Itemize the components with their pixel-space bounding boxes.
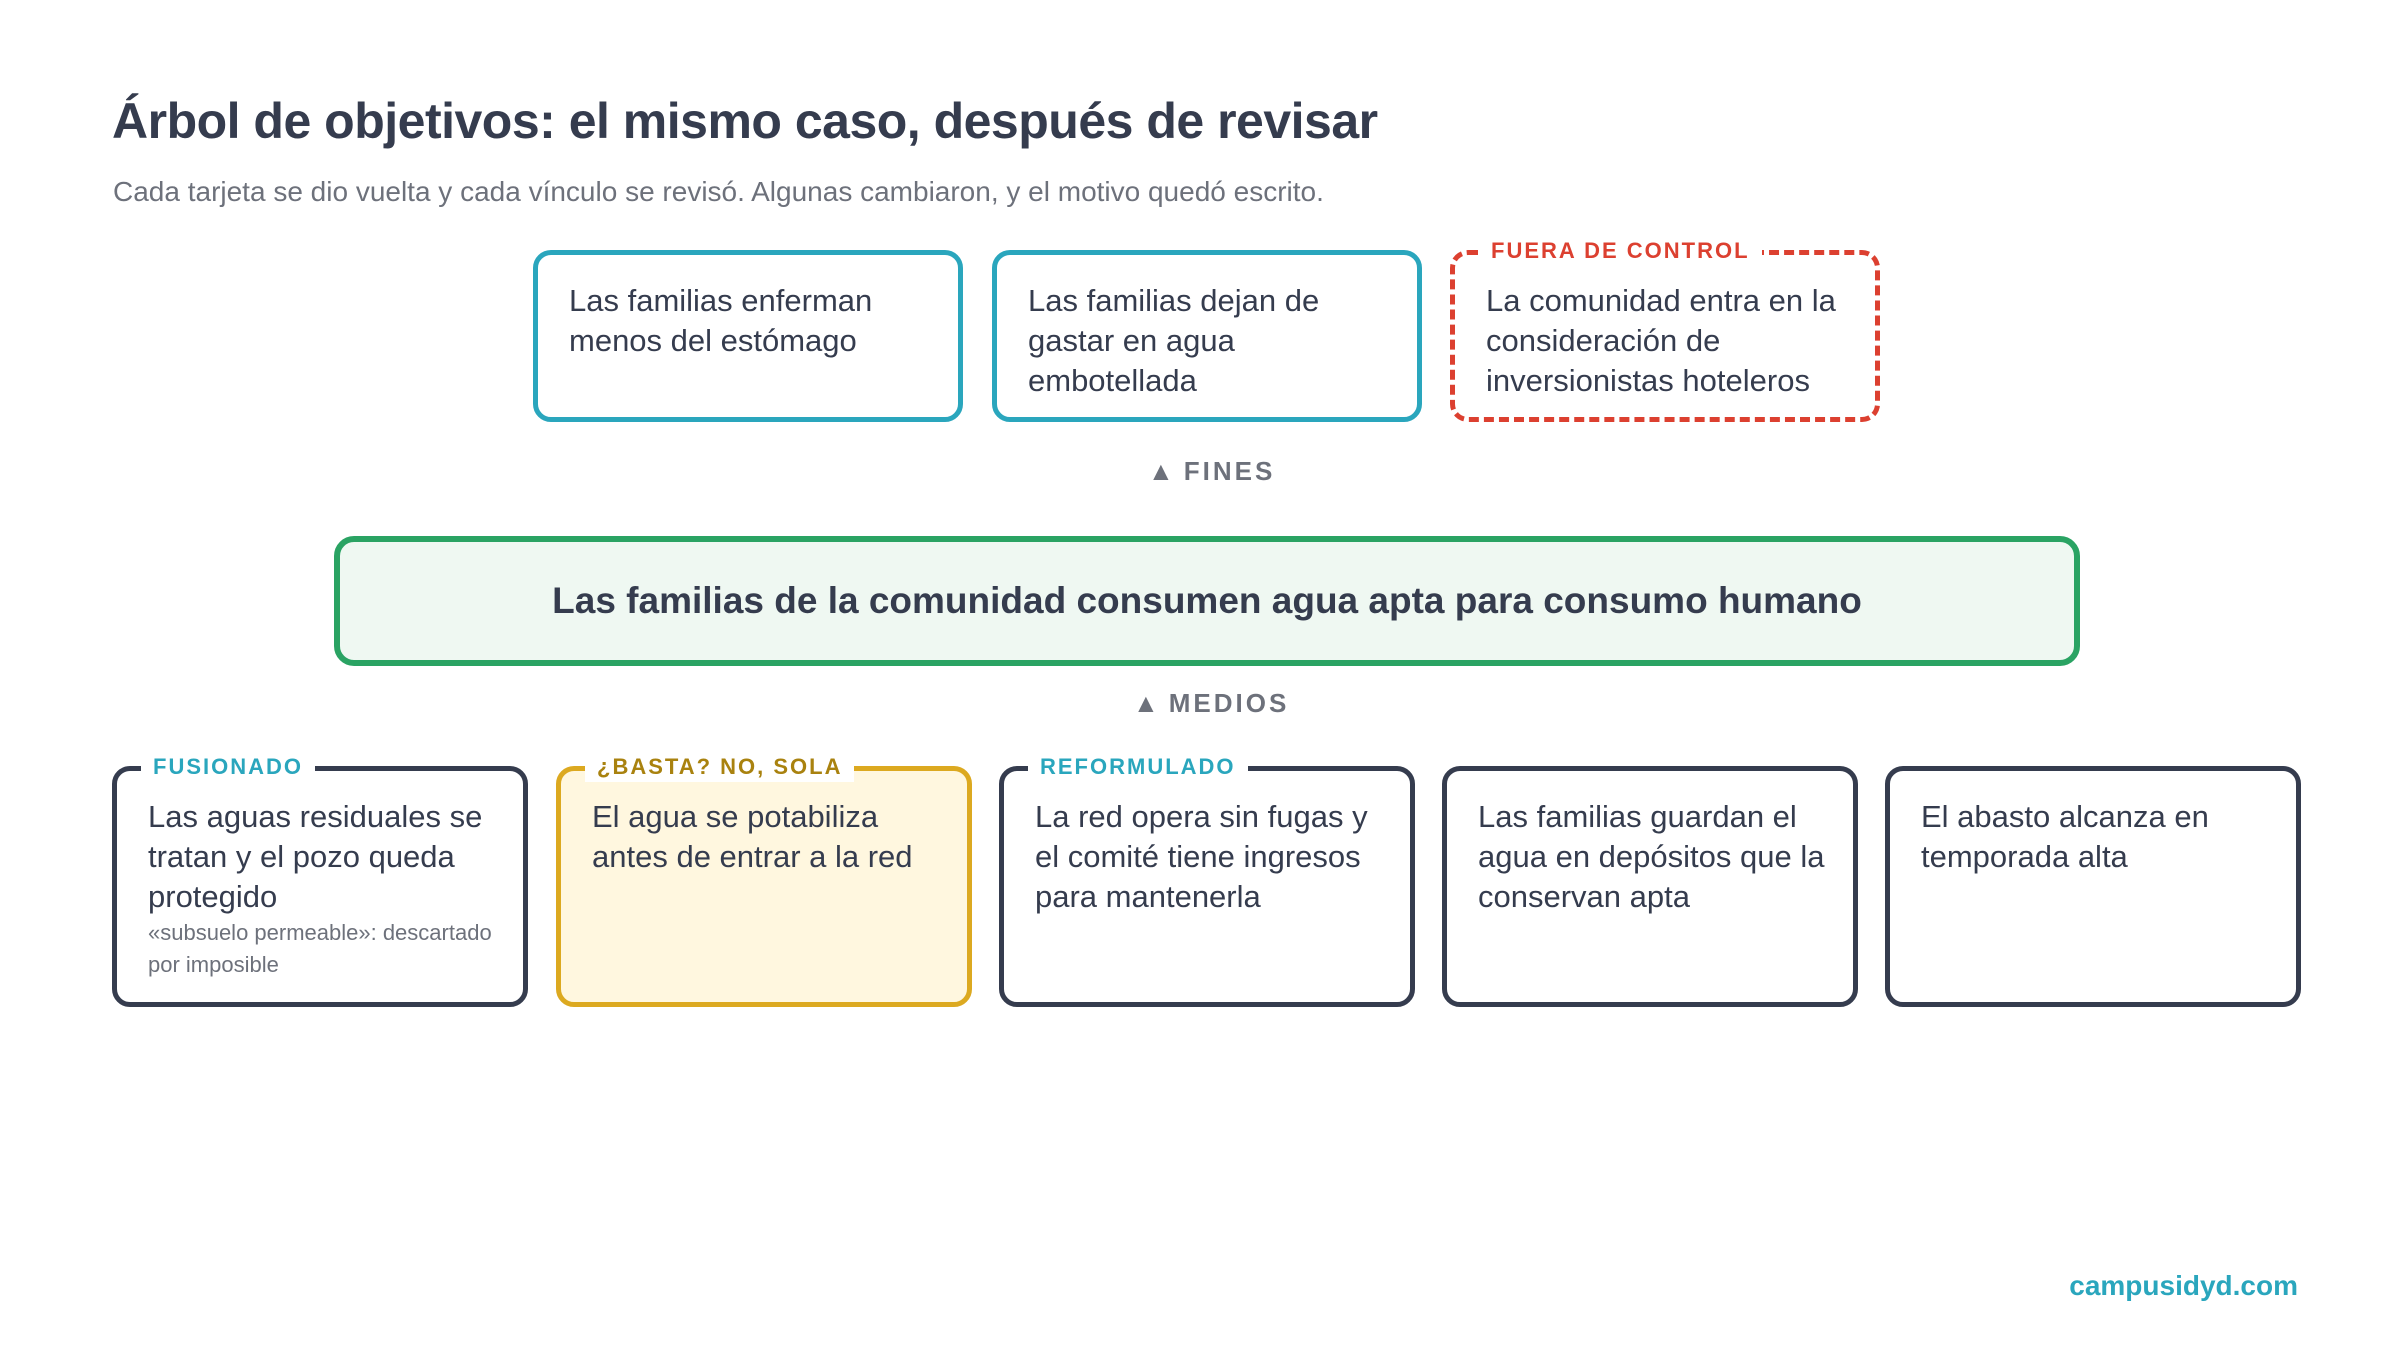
medio-card-2 [556, 754, 972, 1007]
medio-card-text: La red opera sin fugas y el comité tiene ingresos para mantenerla [1035, 799, 1368, 914]
medio-card-1 [112, 754, 528, 1007]
fin-card-3-out-of-control [1450, 238, 1880, 422]
medios-label: ▲ MEDIOS [1133, 688, 1290, 718]
page-subtitle: Cada tarjeta se dio vuelta y cada vínculo se revisó. Algunas cambiaron, y el motivo quedó escrito. [113, 176, 1324, 207]
medio-card-4 [1442, 766, 1858, 1007]
out-of-control-tag: FUERA DE CONTROL [1479, 236, 1762, 266]
enough-tag: ¿BASTA? NO, SOLA [585, 752, 854, 782]
medio-card-3 [999, 754, 1415, 1007]
fin-card-text: Las familias enferman menos del estómago [569, 283, 873, 358]
medio-card-text: Las aguas residuales se tratan y el pozo queda protegido [148, 799, 483, 914]
medio-card-text: El abasto alcanza en temporada alta [1921, 799, 2209, 874]
medio-card-text: Las familias guardan el agua en depósitos que la conservan apta [1478, 799, 1825, 914]
fin-card-text: La comunidad entra en la consideración de inversionistas hoteleros [1486, 283, 1836, 398]
goal-card [334, 536, 2080, 666]
page-title: Árbol de objetivos: el mismo caso, después de revisar [112, 93, 1378, 149]
merged-tag: FUSIONADO [141, 752, 315, 782]
fin-card-2 [992, 250, 1422, 422]
footer-brand: campusidyd.com [2069, 1270, 2298, 1301]
arrow-up-icon: ▲ [1133, 688, 1159, 718]
reformulated-tag: REFORMULADO [1028, 752, 1248, 782]
fin-card-text: Las familias dejan de gastar en agua embotellada [1028, 283, 1320, 398]
goal-text: Las familias de la comunidad consumen agua apta para consumo humano [552, 580, 1862, 621]
fin-card-1 [533, 250, 963, 422]
medio-card-text: El agua se potabiliza antes de entrar a la red [592, 799, 913, 874]
arrow-up-icon: ▲ [1148, 456, 1174, 486]
fines-label: ▲ FINES [1148, 456, 1276, 486]
medio-card-note: «subsuelo permeable»: descartado por imposible [148, 920, 492, 977]
medio-card-5 [1885, 766, 2301, 1007]
